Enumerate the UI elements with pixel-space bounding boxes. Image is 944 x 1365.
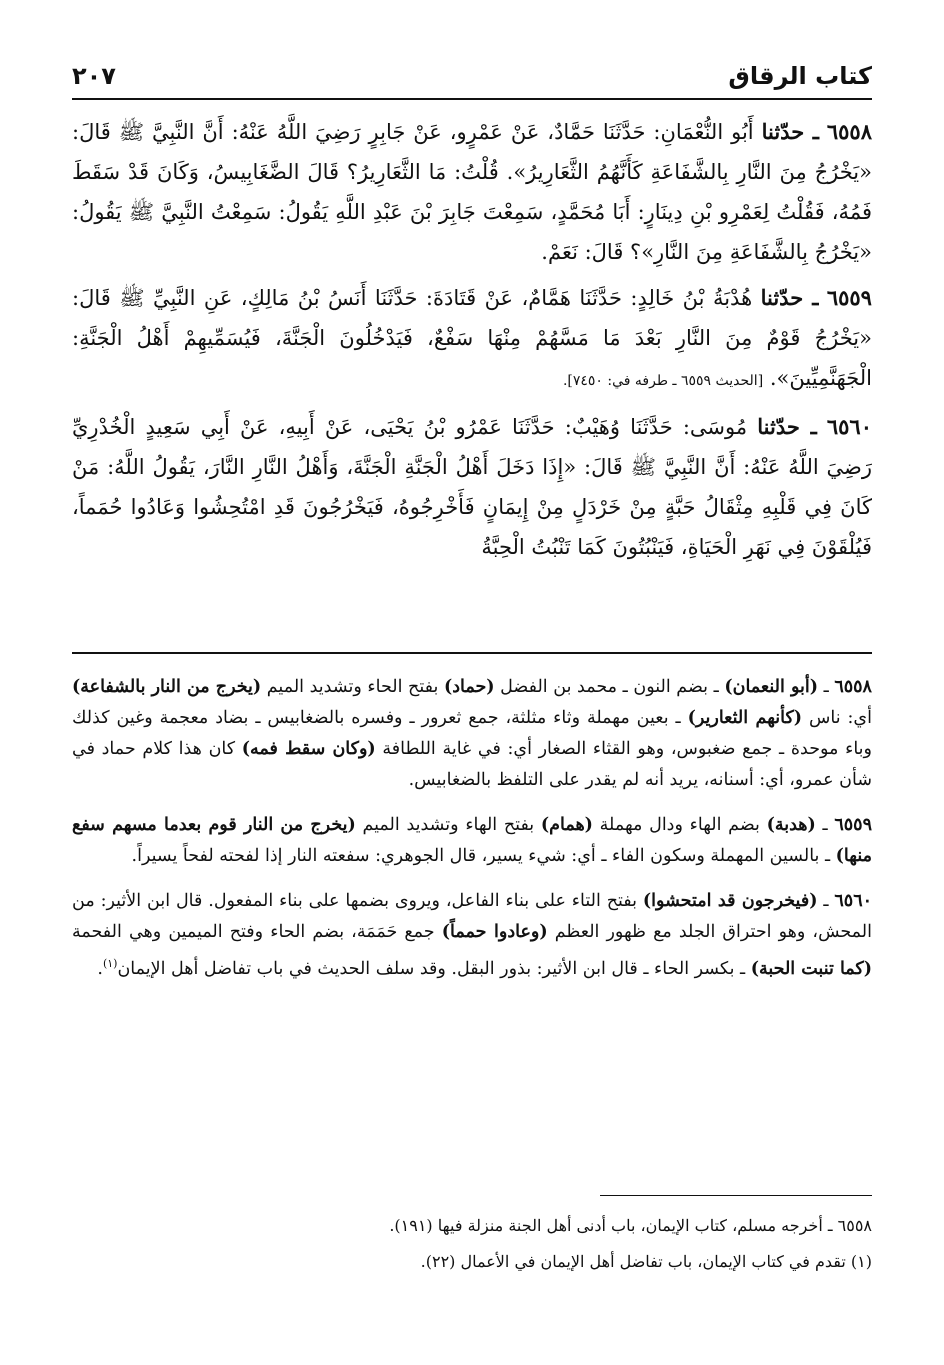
commentary-divider [72, 652, 872, 654]
hadith-body: أَبُو النُّعْمَانِ: حَدَّثَنَا حَمَّادٌ، عَنْ عَمْرٍو، عَنْ جَابِرٍ رَضِيَ اللَّهُ عَنْهُ: أَنَّ النَّبِيَّ ﷺ قَالَ: «يَخْرُجُ مِنَ النَّارِ بِالشَّفَاعَةِ كَأَنَّهُمُ الثَّعَارِيرُ». قُلْتُ: مَا الثَّعَارِيرُ؟ قَالَ الضَّغَابِيسُ، وَكَانَ قَدْ سَقَطَ فَمُهُ، فَقُلْتُ لِعَمْرِو بْنِ دِينَارٍ: أَبَا مُحَمَّدٍ، سَمِعْتَ جَابِرَ بْنَ عَبْدِ اللَّهِ يَقُولُ: سَمِعْتُ النَّبِيَّ ﷺ يَقُولُ: «يَخْرُجُ بِالشَّفَاعَةِ مِنَ النَّارِ»؟ قَالَ: نَعَمْ. [72, 120, 872, 264]
commentary-text: . [97, 958, 103, 979]
commentary-text: ـ بكسر الحاء ـ قال ابن الأثير: بذور البقل. وقد سلف الحديث في باب تفاضل أهل الإيمان [117, 958, 751, 979]
hadith-6558 [72, 112, 872, 272]
commentary-text: ـ [818, 677, 835, 697]
commentary-text: بفتح الحاء وتشديد الميم [261, 677, 444, 697]
commentary-text: بفتح الهاء وتشديد الميم [355, 815, 541, 835]
hadith-lead: ـ حدّثنا [761, 119, 819, 144]
commentary-number: ٦٥٦٠ [834, 891, 872, 911]
commentary-lemma: (همام) [540, 815, 593, 835]
footnote-divider [600, 1195, 872, 1196]
footnotes [72, 1208, 872, 1280]
commentary-text: أي: ناس [802, 708, 872, 728]
footnote-1: (١) تقدم في كتاب الإيمان، باب تفاضل أهل الإيمان في الأعمال (٢٢). [420, 1252, 872, 1271]
commentary-6558 [72, 672, 872, 796]
commentary-text: كان هذا كلام حماد في شأن عمرو، أي: أسنانه، يريد أنه لم يقدر على التلفظ بالضغابيس. [72, 739, 872, 790]
footnote-6558: ٦٥٥٨ ـ أخرجه مسلم، كتاب الإيمان، باب أدنى أهل الجنة منزلة فيها (١٩١). [389, 1216, 872, 1235]
commentary-lemma: (وكان سقط فمه) [241, 739, 376, 759]
commentary-text: جمع حَمَمَة، بضم الحاء وفتح الميمين وهي الفحمة [72, 922, 442, 942]
commentary-text: ـ [817, 891, 835, 911]
hadith-cross-reference: [الحديث ٦٥٥٩ ـ طرفه في: ٧٤٥٠]. [562, 373, 764, 389]
commentary-lemma: (أبو النعمان) [724, 677, 819, 697]
commentary-number: ٦٥٥٨ [834, 677, 872, 697]
commentary-lemma: (كأنهم الثعارير) [687, 708, 803, 728]
commentary-lemma: (يخرج من النار بالشفاعة) [72, 677, 262, 697]
hadith-text [72, 112, 872, 573]
hadith-lead: ـ حدّثنا [760, 285, 819, 310]
commentary-lemma: (كما تنبت الحبة) [750, 958, 872, 979]
commentary-text: بضم الهاء ودال مهملة [592, 815, 767, 835]
commentary-text: ـ بعين مهملة وثاء مثلثة، جمع ثعرور ـ وفسره بالضغابيس ـ بضاد معجمة وغين كذلك وباء موحدة ـ جمع ضغبوس، وهو القثاء الصغار أي: في غاية اللطافة [72, 708, 872, 759]
page-header [72, 58, 872, 100]
hadith-body: هُدْبَةُ بْنُ خَالِدٍ: حَدَّثَنَا هَمَّامٌ، عَنْ قَتَادَةَ: حَدَّثَنَا أَنَسُ بْنُ مَالِكٍ، عَنِ النَّبِيِّ ﷺ قَالَ: «يَخْرُجُ قَوْمٌ مِنَ النَّارِ بَعْدَ مَا مَسَّهُمْ مِنْهَا سَفْعٌ، فَيَدْخُلُونَ الْجَنَّةَ، فَيُسَمِّيهِمْ أَهْلُ الْجَنَّةِ: الْجَهَنَّمِيِّينَ». [72, 286, 872, 390]
commentary-lemma: (هدبة) [766, 815, 816, 835]
commentary-number: ٦٥٥٩ [834, 815, 872, 835]
hadith-lead: ـ حدّثنا [757, 414, 817, 439]
hadith-number: ٦٥٥٨ [826, 119, 872, 144]
commentary-text: بفتح التاء على بناء الفاعل، ويروى بضمها على بناء المفعول. قال ابن الأثير: من المحش، وهو احتراق الجلد مع ظهور العظم [72, 891, 872, 942]
commentary-text: ـ بالسين المهملة وسكون الفاء ـ أي: شيء يسير، قال الجوهري: سفعته النار إذا لفحته لفحاً يسيراً. [131, 846, 836, 866]
hadith-6560 [72, 407, 872, 567]
hadith-number: ٦٥٥٩ [826, 285, 872, 310]
commentary-text: ـ بضم النون ـ محمد بن الفضل [494, 677, 725, 697]
hadith-6559 [72, 278, 872, 401]
book-title: كتاب الرقاق [728, 62, 872, 90]
commentary-lemma: (وعادوا حمماً) [441, 922, 548, 942]
hadith-number: ٦٥٦٠ [826, 414, 872, 439]
commentary [72, 672, 872, 999]
commentary-6560 [72, 886, 872, 985]
commentary-text: ـ [815, 815, 835, 835]
commentary-lemma: (حماد) [443, 677, 495, 697]
footnote-marker: (١) [102, 957, 118, 970]
hadith-body: مُوسَى: حَدَّثَنَا وُهَيْبٌ: حَدَّثَنَا عَمْرُو بْنُ يَحْيَى، عَنْ أَبِيهِ، عَنْ أَبِي سَعِيدٍ الْخُدْرِيِّ رَضِيَ اللَّهُ عَنْهُ: أَنَّ النَّبِيَّ ﷺ قَالَ: «إِذَا دَخَلَ أَهْلُ الْجَنَّةِ الْجَنَّةَ، وَأَهْلُ النَّارِ النَّارَ، يَقُولُ اللَّهُ: مَنْ كَانَ فِي قَلْبِهِ مِثْقَالُ حَبَّةٍ مِنْ خَرْدَلٍ مِنْ إِيمَانٍ فَأَخْرِجُوهُ، فَيَخْرُجُونَ قَدِ امْتُحِشُوا وَعَادُوا حُمَماً، فَيُلْقَوْنَ فِي نَهَرِ الْحَيَاةِ، فَيَنْبُتُونَ كَمَا تَنْبُتُ الْحِبَّةُ [72, 415, 872, 559]
commentary-6559 [72, 810, 872, 872]
commentary-lemma: (يخرج من النار قوم بعدما مسهم سفع منها) [72, 815, 872, 866]
commentary-lemma: (فيخرجون قد امتحشوا) [642, 891, 818, 911]
page-number: ٢٠٧ [72, 62, 116, 90]
